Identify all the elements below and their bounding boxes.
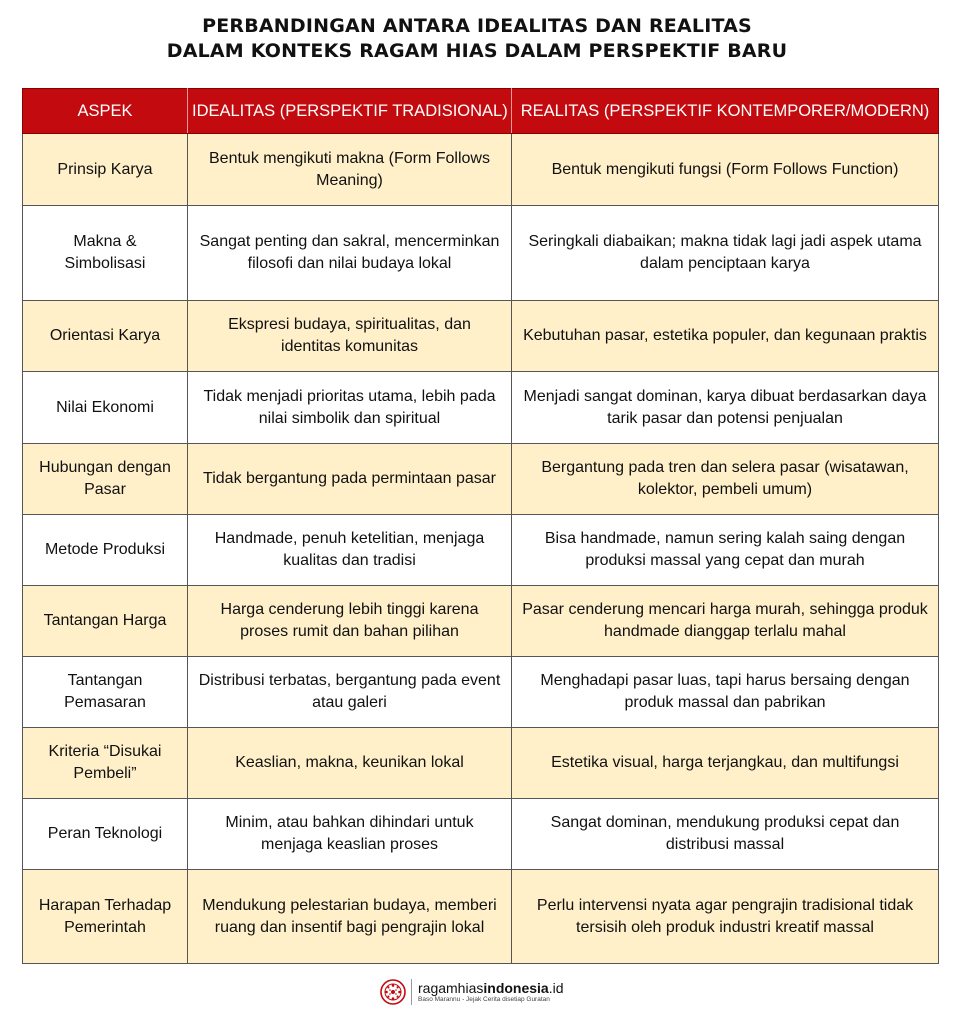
footer-brand	[380, 976, 564, 1008]
cell-aspek: Prinsip Karya	[23, 134, 188, 206]
cell-idealitas: Handmade, penuh ketelitian, menjaga kualitas dan tradisi	[188, 515, 512, 586]
cell-idealitas: Tidak menjadi prioritas utama, lebih pada nilai simbolik dan spiritual	[188, 372, 512, 444]
cell-realitas: Estetika visual, harga terjangkau, dan multifungsi	[512, 728, 939, 799]
cell-realitas: Bergantung pada tren dan selera pasar (wisatawan, kolektor, pembeli umum)	[512, 444, 939, 515]
brand-part-2: indonesia	[483, 980, 549, 996]
table-row	[23, 206, 939, 301]
cell-aspek: Peran Teknologi	[23, 799, 188, 870]
header-realitas: REALITAS (PERSPEKTIF KONTEMPORER/MODERN)	[512, 89, 939, 134]
cell-realitas: Bentuk mengikuti fungsi (Form Follows Function)	[512, 134, 939, 206]
cell-realitas: Perlu intervensi nyata agar pengrajin tradisional tidak tersisih oleh produk industri kreatif massal	[512, 870, 939, 964]
cell-aspek: Hubungan dengan Pasar	[23, 444, 188, 515]
header-idealitas: IDEALITAS (PERSPEKTIF TRADISIONAL)	[188, 89, 512, 134]
cell-realitas: Menjadi sangat dominan, karya dibuat berdasarkan daya tarik pasar dan potensi penjualan	[512, 372, 939, 444]
cell-aspek: Orientasi Karya	[23, 301, 188, 372]
cell-idealitas: Minim, atau bahkan dihindari untuk menjaga keaslian proses	[188, 799, 512, 870]
comparison-table	[22, 88, 939, 964]
cell-aspek: Nilai Ekonomi	[23, 372, 188, 444]
table-row	[23, 870, 939, 964]
brand-part-1: ragamhias	[418, 980, 484, 996]
cell-realitas: Sangat dominan, mendukung produksi cepat dan distribusi massal	[512, 799, 939, 870]
cell-aspek: Tantangan Pemasaran	[23, 657, 188, 728]
table-row	[23, 657, 939, 728]
brand-tagline: Baso Marannu - Jejak Cerita disetiap Guratan	[418, 996, 550, 1003]
cell-aspek: Kriteria “Disukai Pembeli”	[23, 728, 188, 799]
cell-realitas: Bisa handmade, namun sering kalah saing dengan produksi massal yang cepat dan murah	[512, 515, 939, 586]
cell-idealitas: Mendukung pelestarian budaya, memberi ruang dan insentif bagi pengrajin lokal	[188, 870, 512, 964]
cell-idealitas: Sangat penting dan sakral, mencerminkan filosofi dan nilai budaya lokal	[188, 206, 512, 301]
table-row	[23, 301, 939, 372]
cell-aspek: Metode Produksi	[23, 515, 188, 586]
brand-part-3: .id	[548, 980, 564, 996]
ornament-logo-icon	[380, 979, 406, 1005]
table-row	[23, 586, 939, 657]
table-row	[23, 515, 939, 586]
cell-realitas: Seringkali diabaikan; makna tidak lagi jadi aspek utama dalam penciptaan karya	[512, 206, 939, 301]
cell-idealitas: Tidak bergantung pada permintaan pasar	[188, 444, 512, 515]
cell-realitas: Pasar cenderung mencari harga murah, sehingga produk handmade dianggap terlalu mahal	[512, 586, 939, 657]
title-line-2: DALAM KONTEKS RAGAM HIAS DALAM PERSPEKTIF BARU	[166, 40, 788, 62]
table-row	[23, 372, 939, 444]
cell-idealitas: Keaslian, makna, keunikan lokal	[188, 728, 512, 799]
table-header-row	[23, 89, 939, 134]
cell-aspek: Tantangan Harga	[23, 586, 188, 657]
brand-name	[418, 980, 564, 996]
cell-aspek: Makna & Simbolisasi	[23, 206, 188, 301]
table-row	[23, 799, 939, 870]
cell-idealitas: Distribusi terbatas, bergantung pada event atau galeri	[188, 657, 512, 728]
table-row	[23, 444, 939, 515]
page-title	[0, 14, 954, 64]
table-row	[23, 134, 939, 206]
title-line-1: PERBANDINGAN ANTARA IDEALITAS DAN REALITAS	[202, 15, 752, 37]
table-row	[23, 728, 939, 799]
cell-realitas: Menghadapi pasar luas, tapi harus bersaing dengan produk massal dan pabrikan	[512, 657, 939, 728]
brand-divider	[411, 979, 412, 1005]
cell-aspek: Harapan Terhadap Pemerintah	[23, 870, 188, 964]
cell-realitas: Kebutuhan pasar, estetika populer, dan kegunaan praktis	[512, 301, 939, 372]
header-aspek: ASPEK	[23, 89, 188, 134]
cell-idealitas: Ekspresi budaya, spiritualitas, dan identitas komunitas	[188, 301, 512, 372]
cell-idealitas: Bentuk mengikuti makna (Form Follows Meaning)	[188, 134, 512, 206]
cell-idealitas: Harga cenderung lebih tinggi karena proses rumit dan bahan pilihan	[188, 586, 512, 657]
